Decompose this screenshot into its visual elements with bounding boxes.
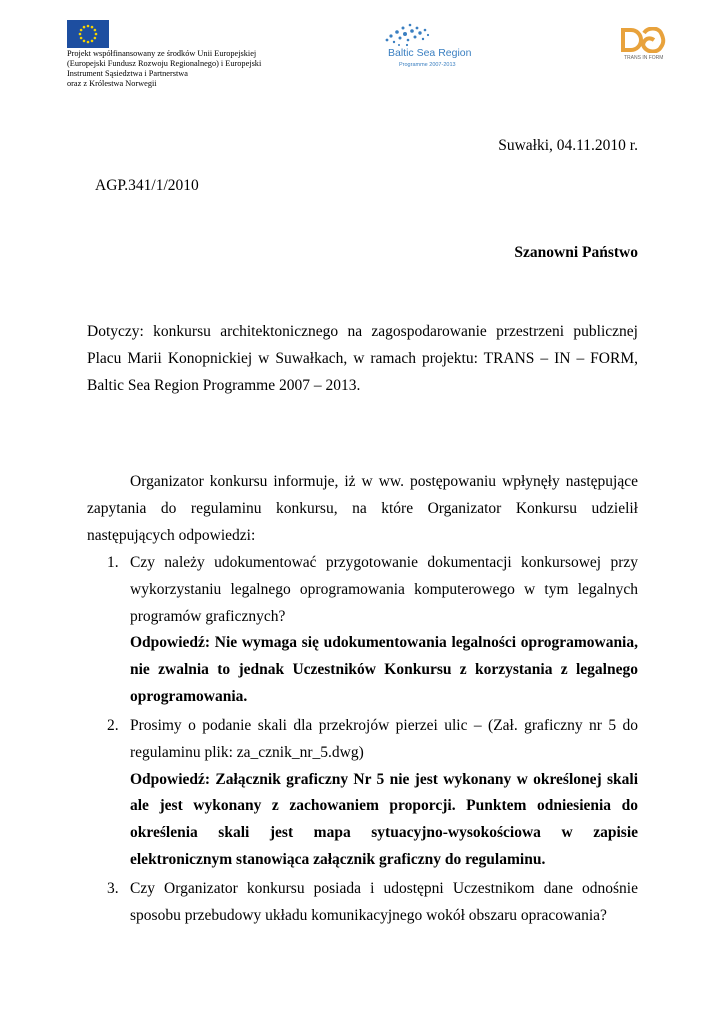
subject-paragraph: Dotyczy: konkursu architektonicznego na zagospodarowanie przestrzeni publicznej Placu Marii Konopnickiej w Suwałkach, w ramach projektu: TRANS – IN – FORM, Baltic Sea Region Programme 2007 – 2013. <box>87 323 638 394</box>
answer-text: Odpowiedź: Nie wymaga się udokumentowania legalności oprogramowania, nie zwalnia to jednak Uczestników Konkursu z korzystania z legalnego oprogramowania. <box>130 634 638 705</box>
eu-funding-block <box>67 20 367 89</box>
eu-funding-line: oraz z Królestwa Norwegii <box>67 79 157 88</box>
reference-number: AGP.341/1/2010 <box>95 177 199 194</box>
question-text: Prosimy o podanie skali dla przekrojów pierzei ulic – (Zał. graficzny nr 5 do regulaminu plik: za_cznik_nr_5.dwg) <box>130 717 638 761</box>
eu-flag-icon <box>67 20 109 48</box>
answer-text: Odpowiedź: Załącznik graficzny Nr 5 nie jest wykonany w określonej skali ale jest wykonany z zachowaniem proporcji. Punktem odniesienia do określenia skali jest mapa sytuacyjno-wysokościowa w zapisie elektronicznym stanowiąca załącznik graficzny do regulaminu. <box>130 770 638 868</box>
baltic-sea-region-logo <box>377 20 477 76</box>
greeting: Szanowni Państwo <box>514 244 638 261</box>
eu-funding-text <box>67 49 367 89</box>
question-number: 1. <box>107 554 119 571</box>
eu-funding-line: (Europejski Fundusz Rozwoju Regionalnego) i Europejski <box>67 59 262 68</box>
trans-in-form-logo <box>614 27 674 67</box>
eu-funding-line: Instrument Sąsiedztwa i Partnerstwa <box>67 69 188 78</box>
question-item <box>107 713 638 874</box>
question-item <box>107 550 638 711</box>
letter-date: Suwałki, 04.11.2010 r. <box>498 137 638 154</box>
question-number: 3. <box>107 880 119 897</box>
bsr-logo-subtitle: Programme 2007-2013 <box>399 62 456 68</box>
trans-in-form-mark-icon <box>620 27 668 53</box>
intro-paragraph: Organizator konkursu informuje, iż w ww. postępowaniu wpłynęły następujące zapytania do regulaminu konkursu, na które Organizator Konkursu udzielił następujących odpowiedzi: <box>87 473 638 544</box>
baltic-sea-dots-icon <box>377 20 477 50</box>
bsr-logo-title: Baltic Sea Region <box>388 47 472 59</box>
trans-in-form-logo-text: TRANS IN FORM <box>624 55 664 61</box>
question-number: 2. <box>107 717 119 734</box>
question-text: Czy Organizator konkursu posiada i udostępni Uczestnikom dane odnośnie sposobu przebudowy układu komunikacyjnego wokół obszaru opracowania? <box>130 880 638 924</box>
eu-funding-line: Projekt współfinansowany ze środków Unii Europejskiej <box>67 49 257 58</box>
question-item <box>107 876 638 930</box>
question-text: Czy należy udokumentować przygotowanie dokumentacji konkursowej przy wykorzystaniu legalnego oprogramowania komputerowego w tym legalnych programów graficznych? <box>130 554 638 625</box>
